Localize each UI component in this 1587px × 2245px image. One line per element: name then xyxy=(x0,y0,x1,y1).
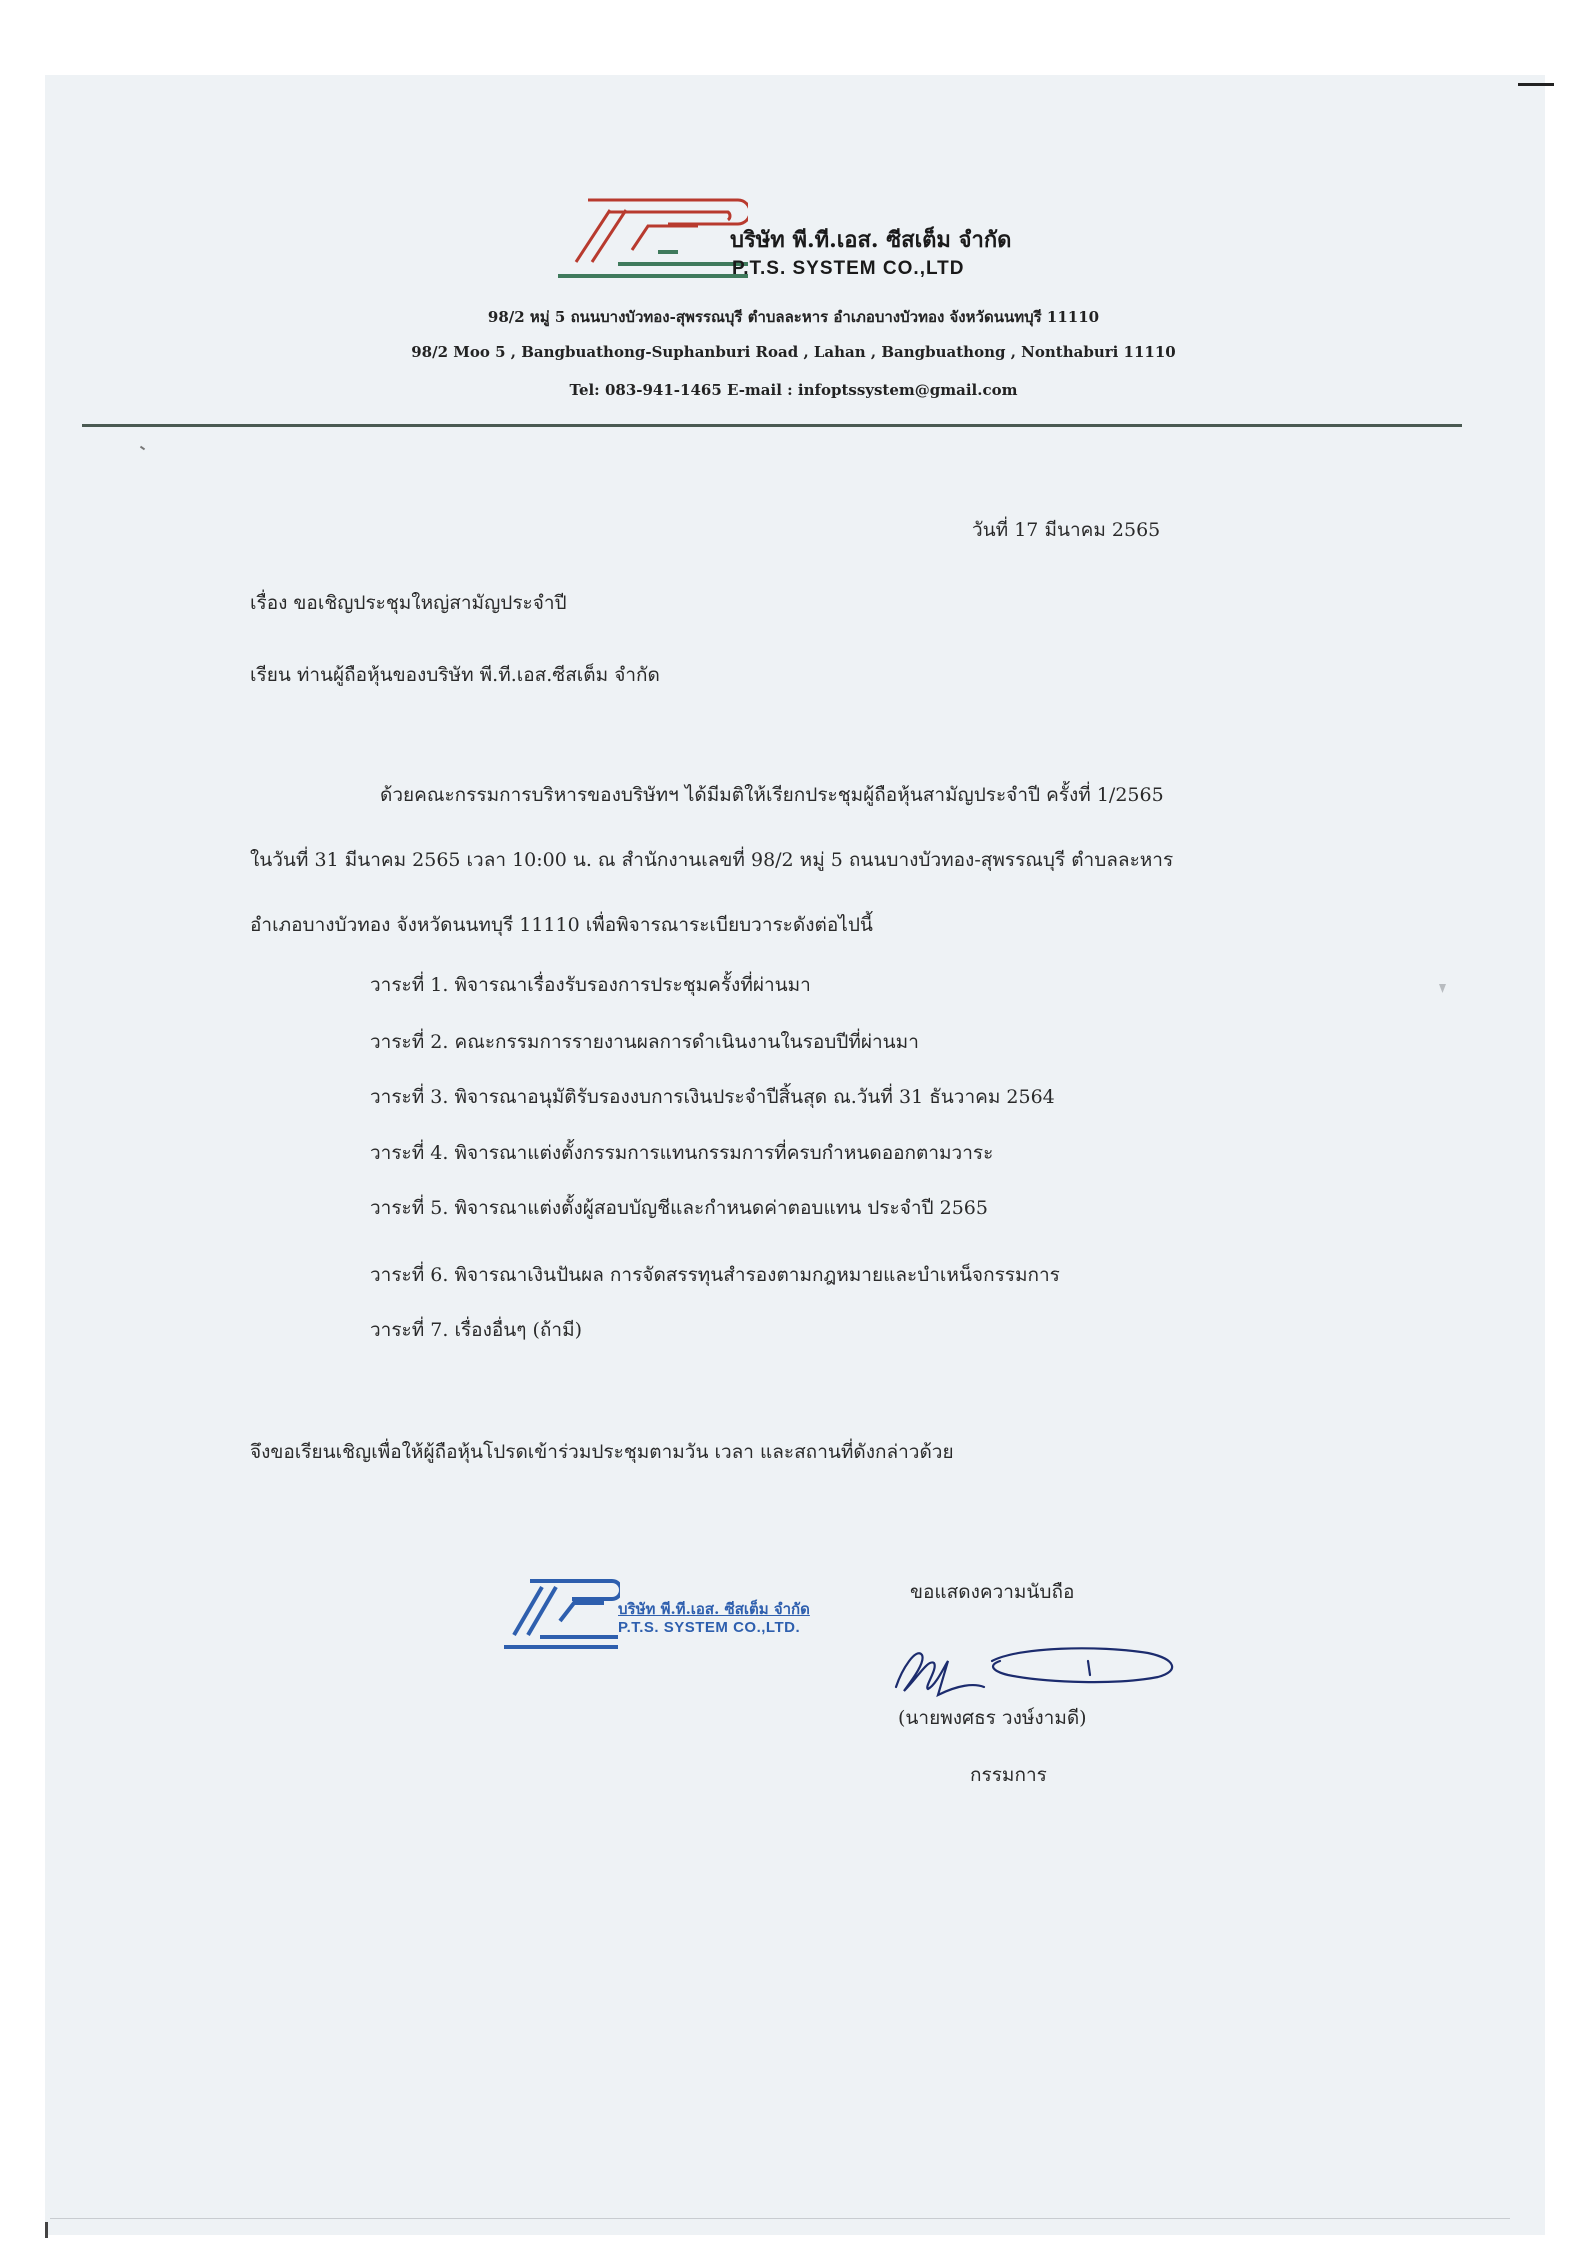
stamp-logo xyxy=(500,1575,620,1653)
handwritten-signature xyxy=(888,1625,1178,1710)
body-line: ด้วยคณะกรรมการบริหารของบริษัทฯ ได้มีมติให้เรียกประชุมผู้ถือหุ้นสามัญประจำปี ครั้งที่ 1/2565 xyxy=(380,784,1164,806)
body-line: ในวันที่ 31 มีนาคม 2565 เวลา 10:00 น. ณ สำนักงานเลขที่ 98/2 หมู่ 5 ถนนบางบัวทอง-สุพรรณบุรี ตำบลละหาร xyxy=(250,849,1174,871)
letterhead-divider xyxy=(82,424,1462,427)
agenda-item: วาระที่ 1. พิจารณาเรื่องรับรองการประชุมครั้งที่ผ่านมา xyxy=(370,974,811,996)
agenda-item: วาระที่ 3. พิจารณาอนุมัติรับรองงบการเงินประจำปีสิ้นสุด ณ.วันที่ 31 ธันวาคม 2564 xyxy=(370,1086,1055,1108)
scan-speck xyxy=(1438,982,1447,994)
closing-regards: ขอแสดงความนับถือ xyxy=(910,1581,1075,1603)
address-thai: 98/2 หมู่ 5 ถนนบางบัวทอง-สุพรรณบุรี ตำบลละหาร อำเภอบางบัวทอง จังหวัดนนทบุรี 11110 xyxy=(487,308,1100,326)
agenda-item: วาระที่ 4. พิจารณาแต่งตั้งกรรมการแทนกรรมการที่ครบกำหนดออกตามวาระ xyxy=(370,1142,994,1164)
closing-line: จึงขอเรียนเชิญเพื่อให้ผู้ถือหุ้นโปรดเข้าร่วมประชุมตามวัน เวลา และสถานที่ดังกล่าวด้วย xyxy=(250,1441,954,1463)
scan-bottom-edge xyxy=(50,2218,1510,2219)
agenda-item: วาระที่ 7. เรื่องอื่นๆ (ถ้ามี) xyxy=(370,1319,583,1341)
company-stamp xyxy=(500,1575,865,1655)
letter-subject: เรื่อง ขอเชิญประชุมใหญ่สามัญประจำปี xyxy=(250,592,567,614)
company-name-thai: บริษัท พี.ที.เอส. ซีสเต็ม จำกัด xyxy=(730,227,1012,253)
stamp-company-english: P.T.S. SYSTEM CO.,LTD. xyxy=(618,1619,801,1636)
company-name-english: P.T.S. SYSTEM CO.,LTD xyxy=(732,258,965,279)
signer-title: กรรมการ xyxy=(970,1764,1047,1786)
agenda-item: วาระที่ 5. พิจารณาแต่งตั้งผู้สอบบัญชีและกำหนดค่าตอบแทน ประจำปี 2565 xyxy=(370,1197,988,1219)
contact-line: Tel: 083-941-1465 E-mail : infoptssystem@gmail.com xyxy=(569,381,1018,399)
stamp-company-thai: บริษัท พี.ที.เอส. ซีสเต็ม จำกัด xyxy=(618,1600,810,1618)
signer-name: (นายพงศธร วงษ์งามดี) xyxy=(898,1707,1087,1729)
letter-recipient: เรียน ท่านผู้ถือหุ้นของบริษัท พี.ที.เอส.ซีสเต็ม จำกัด xyxy=(250,664,660,686)
body-line: อำเภอบางบัวทอง จังหวัดนนทบุรี 11110 เพื่อพิจารณาระเบียบวาระดังต่อไปนี้ xyxy=(250,914,873,936)
scan-edge-mark xyxy=(45,2222,48,2238)
address-english: 98/2 Moo 5 , Bangbuathong-Suphanburi Road , Lahan , Bangbuathong , Nonthaburi 11110 xyxy=(411,343,1176,361)
scan-edge-mark xyxy=(1518,83,1554,86)
company-logo xyxy=(548,192,748,280)
letter-date: วันที่ 17 มีนาคม 2565 xyxy=(972,519,1161,541)
agenda-item: วาระที่ 6. พิจารณาเงินปันผล การจัดสรรทุนสำรองตามกฎหมายและบำเหน็จกรรมการ xyxy=(370,1264,1060,1286)
agenda-item: วาระที่ 2. คณะกรรมการรายงานผลการดำเนินงานในรอบปีที่ผ่านมา xyxy=(370,1031,919,1053)
